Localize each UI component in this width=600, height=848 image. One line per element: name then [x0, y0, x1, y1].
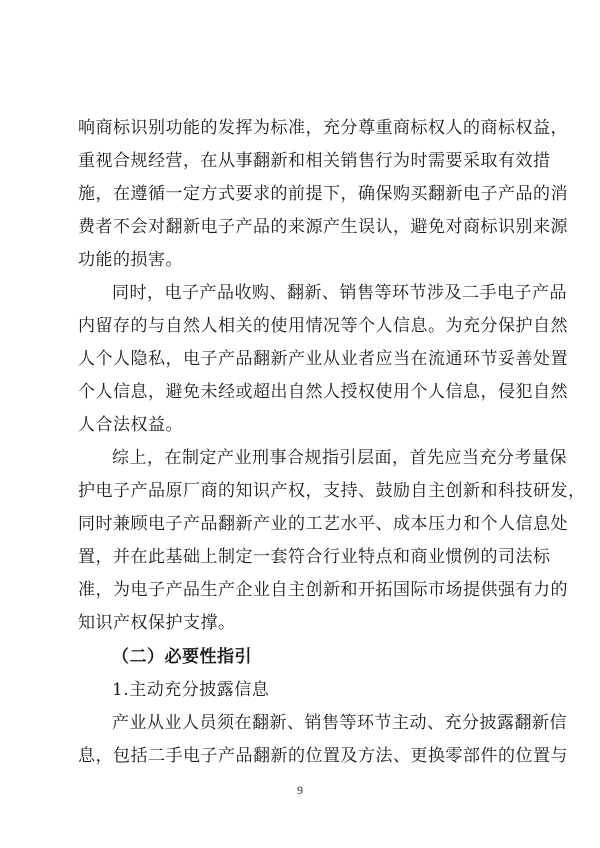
paragraph-3-line-4: 置，并在此基础上制定一套符合行业特点和商业惯例的司法标 [78, 547, 551, 567]
paragraph-2-line-3: 人个人隐私，电子产品翻新产业从业者应当在流通环节妥善处置 [78, 349, 568, 369]
paragraph-1-line-3: 施，在遵循一定方式要求的前提下，确保购买翻新电子产品的消 [78, 184, 568, 204]
paragraph-1-line-5: 功能的损害。 [78, 250, 183, 270]
paragraph-2-line-1: 同时，电子产品收购、翻新、销售等环节涉及二手电子产品 [112, 283, 567, 303]
final-paragraph-line-2: 息，包括二手电子产品翻新的位置及方法、更换零部件的位置与 [78, 746, 568, 766]
paragraph-3-line-6: 知识产权保护支撑。 [78, 613, 236, 633]
final-paragraph-line-1: 产业从业人员须在翻新、销售等环节主动、充分披露翻新信 [112, 713, 567, 733]
paragraph-2-line-5: 人合法权益。 [78, 415, 183, 435]
page-number: 9 [297, 783, 303, 797]
paragraph-2-line-4: 个人信息，避免未经或超出自然人授权使用个人信息，侵犯自然 [78, 382, 568, 402]
paragraph-3-line-2: 护电子产品原厂商的知识产权，支持、鼓励自主创新和科技研发， [78, 481, 586, 501]
paragraph-3-line-5: 准，为电子产品生产企业自主创新和开拓国际市场提供强有力的 [78, 580, 568, 600]
paragraph-1-line-4: 费者不会对翻新电子产品的来源产生误认，避免对商标识别来源 [78, 217, 568, 237]
paragraph-3-line-1: 综上，在制定产业刑事合规指引层面，首先应当充分考量保 [112, 448, 567, 468]
subsection-heading: 1.主动充分披露信息 [112, 680, 270, 700]
section-heading: （二）必要性指引 [112, 647, 252, 667]
paragraph-2-line-2: 内留存的与自然人相关的使用情况等个人信息。为充分保护自然 [78, 316, 568, 336]
paragraph-1-line-2: 重视合规经营，在从事翻新和相关销售行为时需要采取有效措 [78, 151, 551, 171]
paragraph-3-line-3: 同时兼顾电子产品翻新产业的工艺水平、成本压力和个人信息处 [78, 514, 568, 534]
paragraph-1-line-1: 响商标识别功能的发挥为标准，充分尊重商标权人的商标权益， [78, 118, 568, 138]
